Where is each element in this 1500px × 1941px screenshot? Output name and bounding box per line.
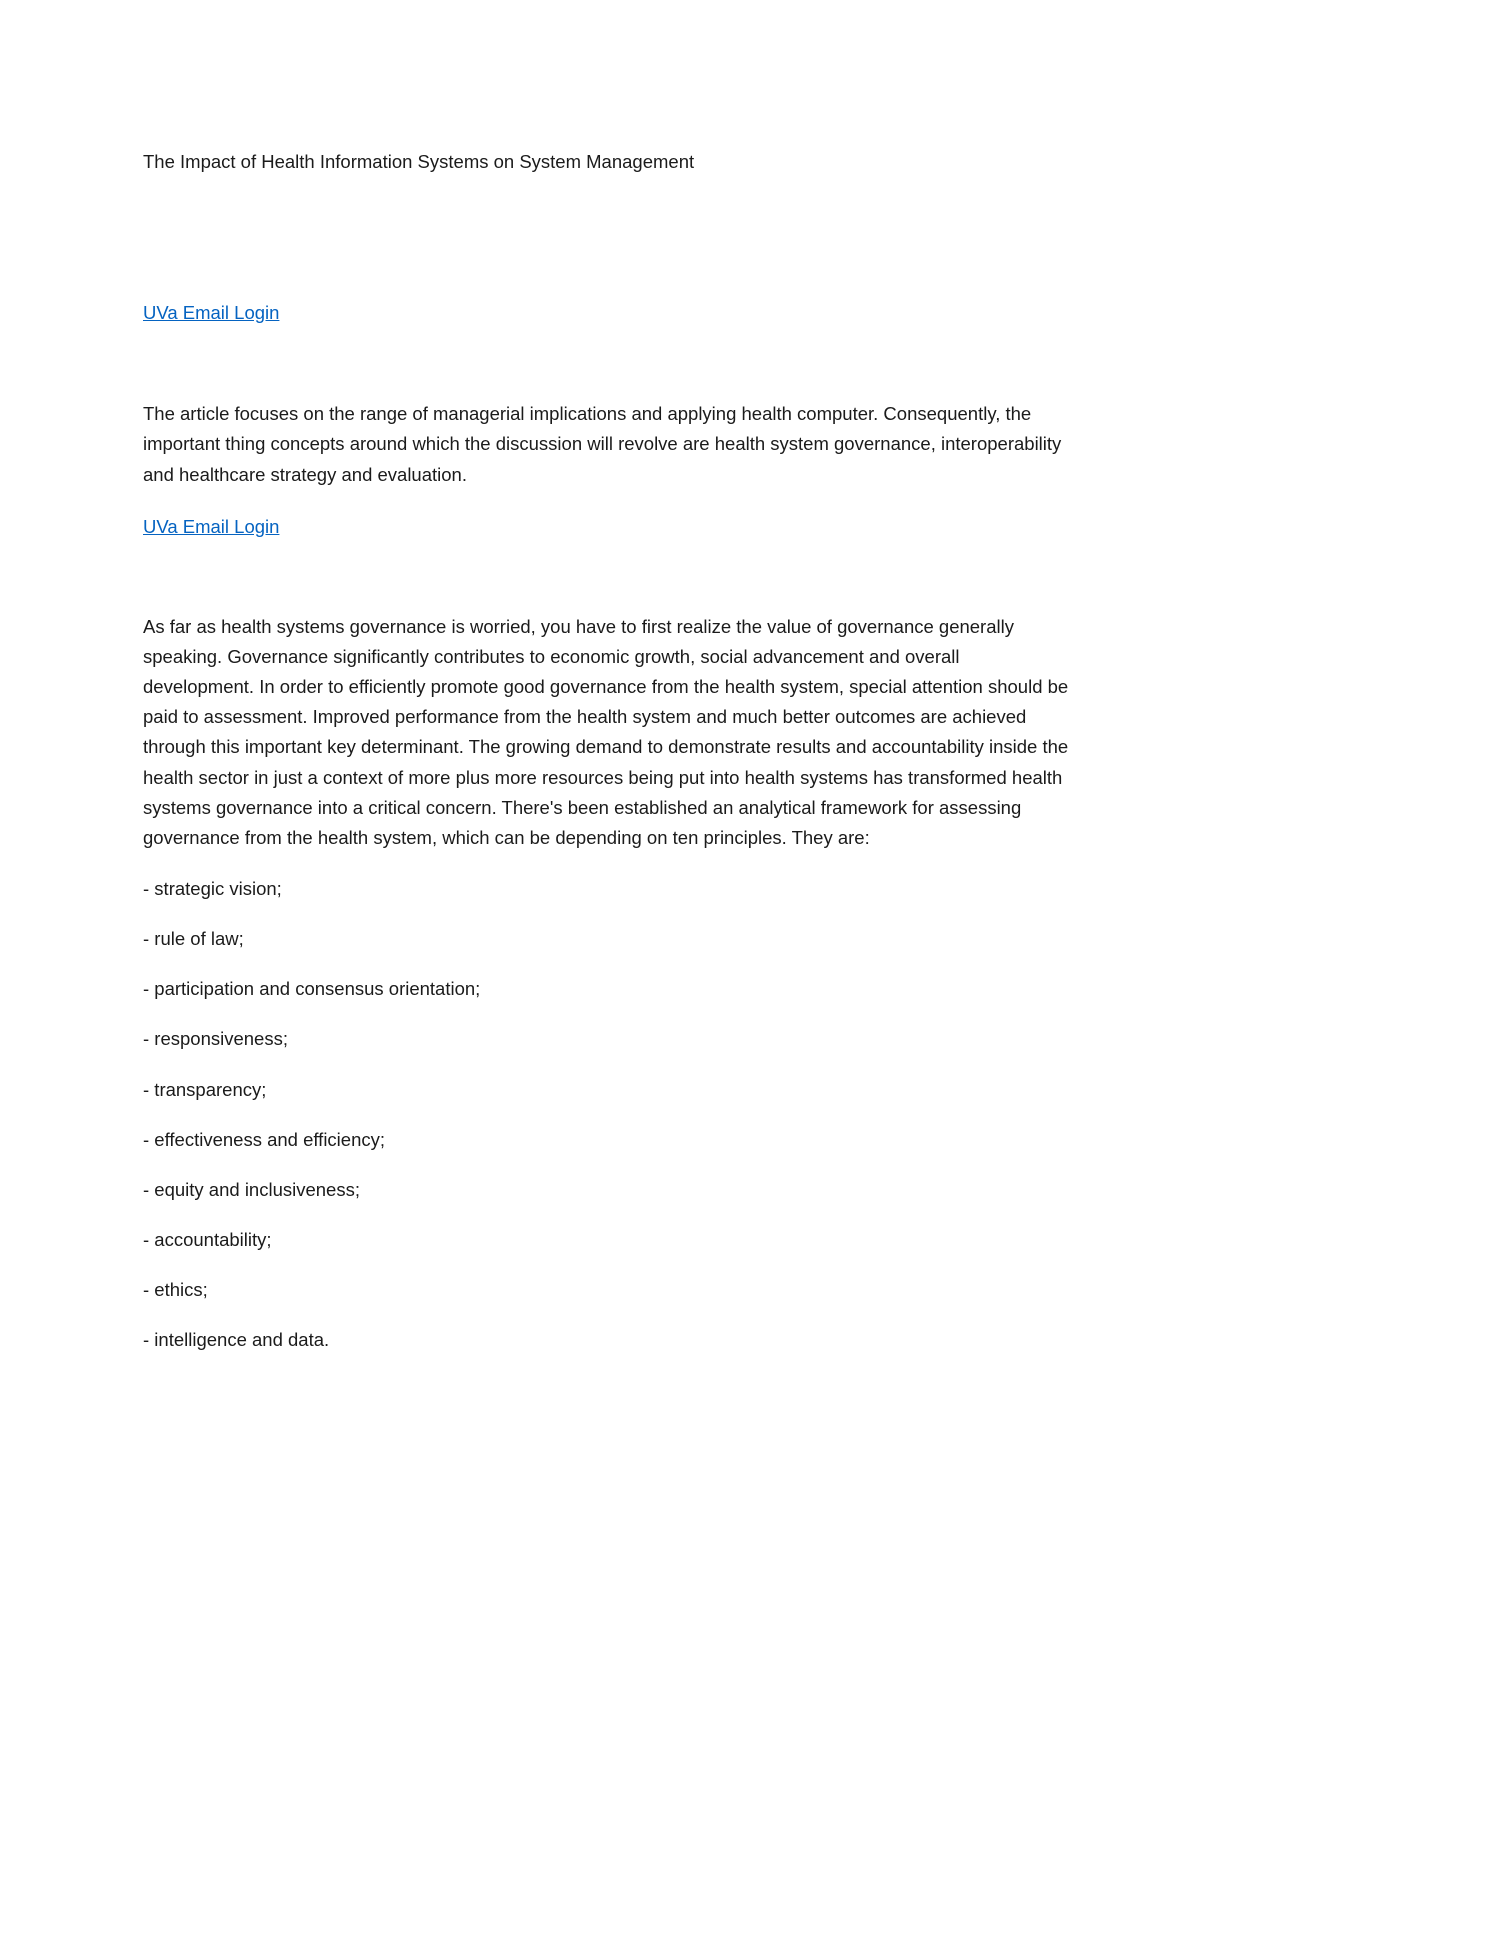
- list-item-strategic-vision: - strategic vision;: [143, 877, 282, 899]
- uva-email-login-link-1[interactable]: UVa Email Login: [143, 302, 280, 324]
- list-item-ethics: - ethics;: [143, 1279, 208, 1301]
- list-item-transparency: - transparency;: [143, 1078, 267, 1100]
- link-paragraph-2: [143, 512, 1070, 542]
- list-item-accountability: - accountability;: [143, 1228, 272, 1250]
- list-item-effectiveness: - effectiveness and efficiency;: [143, 1128, 386, 1150]
- principles-list: [143, 874, 1070, 1355]
- list-item-responsiveness: - responsiveness;: [143, 1028, 288, 1050]
- list-item-participation: - participation and consensus orientation;: [143, 978, 481, 1000]
- document-title: The Impact of Health Information Systems on System Management: [143, 151, 695, 172]
- list-item-intelligence-data: - intelligence and data.: [143, 1329, 330, 1351]
- paragraph-governance: As far as health systems governance is worried, you have to first realize the value of governance generally speaking. Governance significantly contributes to economic growth, social advancement and overall development. In order to efficiently promote good governance from the health system, special attention should be paid to assessment. Improved performance from the health system and much better outcomes are achieved through this important key determinant. The growing demand to demonstrate results and accountability inside the health sector in just a context of more plus more resources being put into health systems has transformed health systems governance into a critical concern. There's been established an analytical framework for assessing governance from the health system, which can be depending on ten principles. They are:: [143, 615, 1069, 848]
- list-item-rule-of-law: - rule of law;: [143, 928, 244, 950]
- paragraph-article-focus: The article focuses on the range of managerial implications and applying health computer. Consequently, the important thing concepts around which the discussion will revolve are health system governance, interoperability and healthcare strategy and evaluation.: [143, 403, 1062, 485]
- link-paragraph-1: [143, 298, 1070, 328]
- uva-email-login-link-2[interactable]: UVa Email Login: [143, 515, 280, 537]
- list-item-equity: - equity and inclusiveness;: [143, 1178, 360, 1200]
